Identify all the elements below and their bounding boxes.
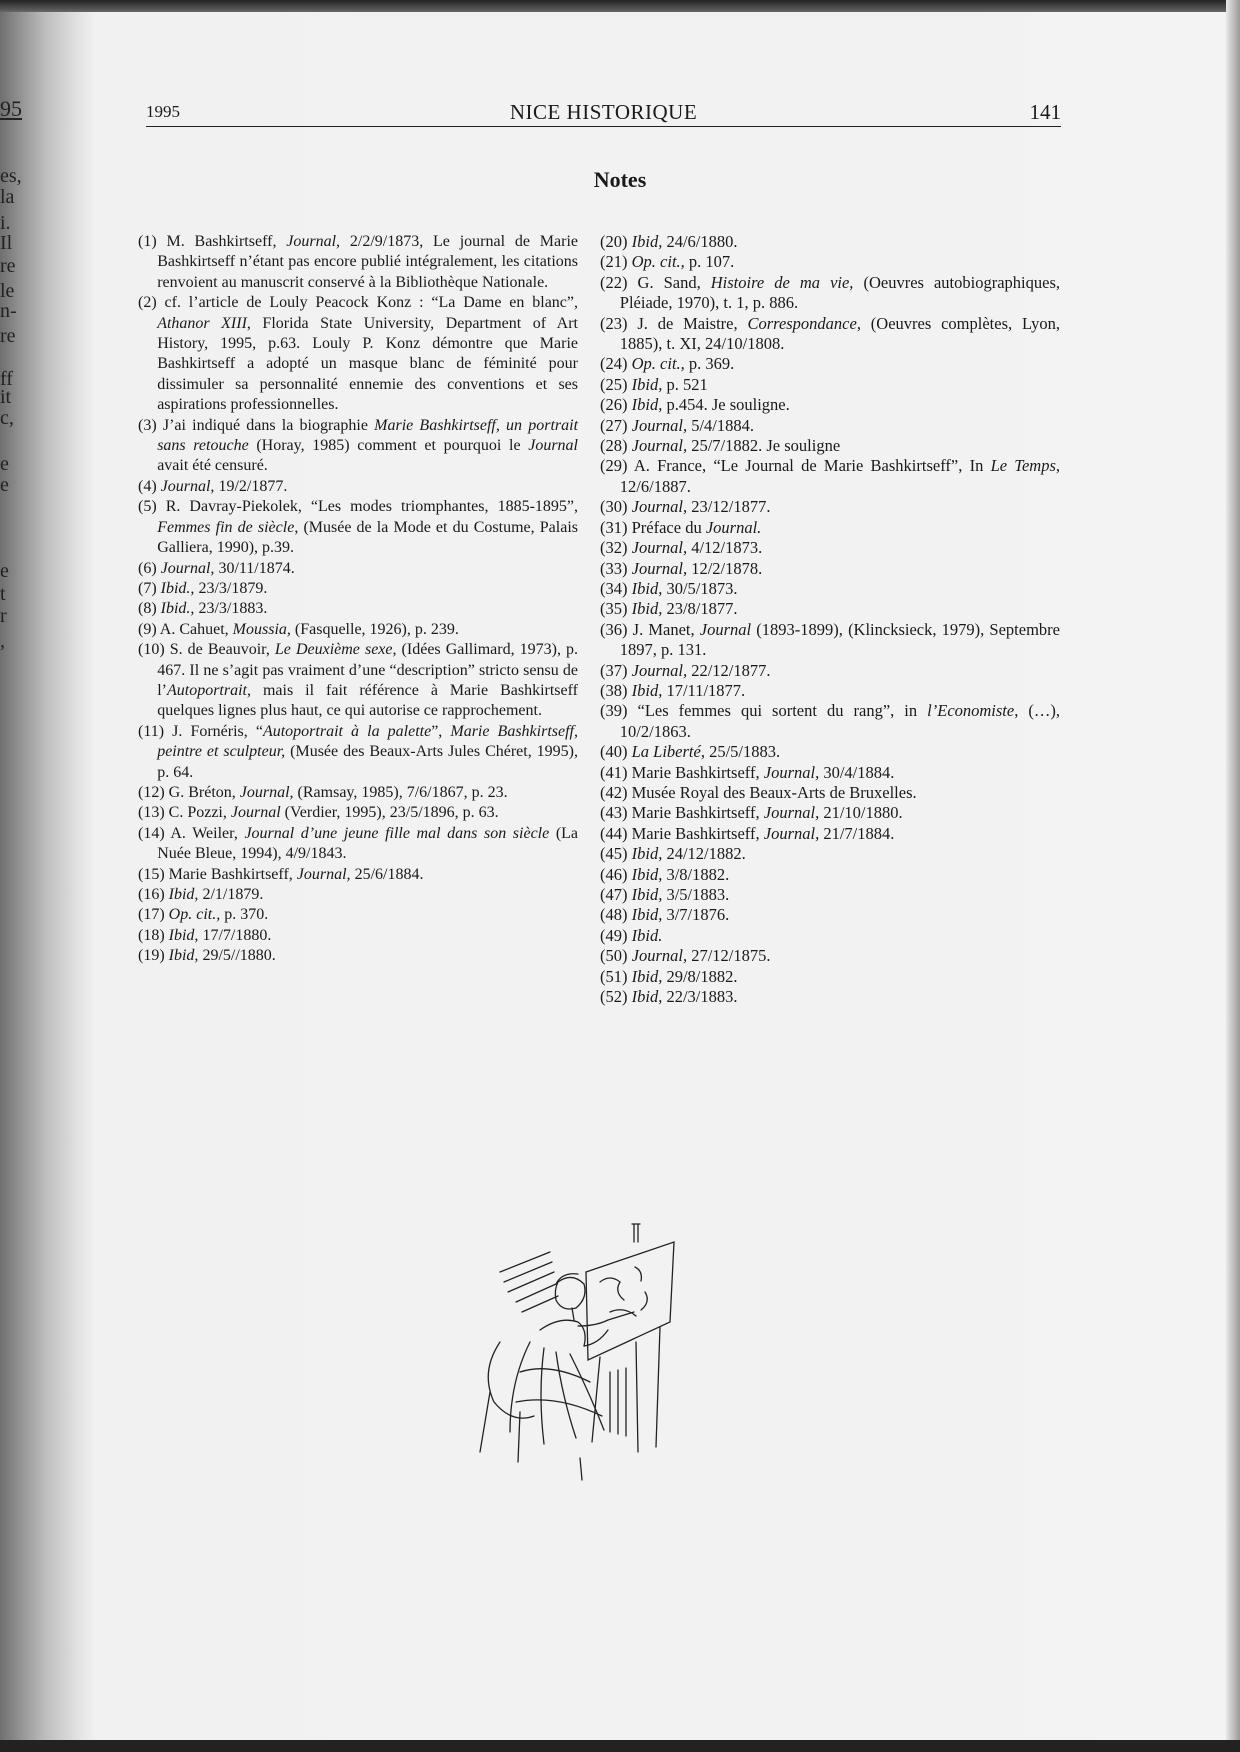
note-item: (4) Journal, 19/2/1877. [138, 477, 288, 495]
previous-page-fragment: i. [0, 212, 11, 234]
note-item: (47) Ibid, 3/5/1883. [600, 885, 730, 904]
previous-page-fragment: re [0, 255, 16, 277]
notes-heading: Notes [593, 167, 647, 192]
note-item: (49) Ibid. [600, 925, 663, 945]
notes-column-left [138, 232, 578, 967]
note-item: (31) Préface du Journal. [600, 517, 762, 537]
note-item: (3) J’ai indiqué dans la biographie Marie Bashkirtseff, un portrait sans retouche (Horay, 1985) comment et pourquoi le Journal avait été censuré. [138, 416, 579, 475]
note-item: (43) Marie Bashkirtseff, Journal, 21/10/1880. [600, 803, 903, 823]
previous-page-fragment: t [0, 583, 6, 605]
previous-page-number: 95 [0, 96, 22, 121]
note-item: (25) Ibid, p. 521 [600, 374, 708, 394]
note-item: (19) Ibid, 29/5//1880. [138, 947, 276, 965]
note-item: (39) “Les femmes qui sortent du rang”, in l’Economiste, (…), 10/2/1863. [600, 701, 1060, 741]
note-item: (18) Ibid, 17/7/1880. [138, 926, 272, 944]
artist-at-easel-illustration [460, 1222, 720, 1482]
note-item: (17) Op. cit., p. 370. [138, 906, 269, 924]
note-item: (8) Ibid., 23/3/1883. [138, 600, 268, 618]
note-item: (32) Journal, 4/12/1873. [600, 538, 763, 558]
note-item: (22) G. Sand, Histoire de ma vie, (Oeuvres autobiographiques, Pléiade, 1970), t. 1, p. 886. [600, 272, 1060, 313]
previous-page-fragment: c, [0, 407, 14, 429]
note-item: (13) C. Pozzi, Journal (Verdier, 1995), 23/5/1896, p. 63. [138, 804, 499, 822]
note-item: (45) Ibid, 24/12/1882. [600, 844, 746, 864]
previous-page-edge [0, 0, 40, 1752]
note-item: (20) Ibid, 24/6/1880. [600, 232, 738, 251]
previous-page-fragment: Il [0, 232, 13, 254]
note-item: (7) Ibid., 23/3/1879. [138, 579, 268, 597]
previous-page-fragment: n- [0, 300, 17, 322]
note-item: (50) Journal, 27/12/1875. [600, 946, 771, 966]
note-item: (6) Journal, 30/11/1874. [138, 559, 295, 577]
previous-page-fragment: it [0, 386, 12, 408]
previous-page-fragment: re [0, 325, 16, 347]
running-header [146, 100, 1061, 127]
scan-right-edge [1226, 0, 1240, 1752]
scan-top-edge [0, 0, 1240, 12]
note-item: (27) Journal, 5/4/1884. [600, 415, 755, 435]
previous-page-fragment: , [0, 630, 5, 652]
previous-page-fragment: r [0, 605, 7, 627]
note-item: (24) Op. cit., p. 369. [600, 354, 735, 374]
note-item: (10) S. de Beauvoir, Le Deuxième sexe, (Idées Gallimard, 1973), p. 467. Il ne s’agit pas vraiment d’une “description” stricto sensu de l’Autoportrait, mais il fait référence à Marie Bashkirtseff quelques lignes plus haut, ce qui autorise ce rapprochement. [138, 641, 578, 720]
note-item: (16) Ibid, 2/1/1879. [138, 886, 264, 903]
note-item: (1) M. Bashkirtseff, Journal, 2/2/9/1873, Le journal de Marie Bashkirtseff n’étant pas encore publié intégralement, les citations renvoient au manuscrit conservé à la Bibliothèque Nationale. [138, 233, 578, 291]
note-item: (12) G. Bréton, Journal, (Ramsay, 1985), 7/6/1867, p. 23. [138, 783, 508, 801]
note-item: (40) La Liberté, 25/5/1883. [600, 742, 781, 762]
previous-page-fragment: le [0, 280, 15, 302]
header-page-number: 141 [1029, 100, 1061, 124]
note-item: (30) Journal, 23/12/1877. [600, 497, 771, 517]
scan-bottom-edge [0, 1740, 1240, 1752]
note-item: (15) Marie Bashkirtseff, Journal, 25/6/1884. [138, 865, 424, 883]
note-item: (26) Ibid, p.454. Je souligne. [600, 395, 790, 415]
previous-page-fragment: ff [0, 368, 13, 390]
header-year: 1995 [146, 102, 180, 121]
previous-page-fragment: e [0, 560, 9, 582]
note-item: (36) J. Manet, Journal (1893-1899), (Klincksieck, 1979), Septembre 1897, p. 131. [600, 619, 1060, 660]
header-journal-title: NICE HISTORIQUE [509, 100, 698, 124]
previous-page-fragment: la [0, 186, 15, 208]
note-item: (29) A. France, “Le Journal de Marie Bashkirtseff”, In Le Temps, 12/6/1887. [600, 456, 1060, 496]
note-item: (21) Op. cit., p. 107. [600, 252, 735, 272]
note-item: (35) Ibid, 23/8/1877. [600, 599, 738, 619]
note-item: (23) J. de Maistre, Correspondance, (Oeuvres complètes, Lyon, 1885), t. XI, 24/10/1808. [600, 313, 1060, 354]
note-item: (28) Journal, 25/7/1882. Je souligne [600, 436, 841, 456]
note-item: (34) Ibid, 30/5/1873. [600, 578, 738, 598]
previous-page-fragment: es, [0, 165, 22, 187]
note-item: (37) Journal, 22/12/1877. [600, 660, 771, 680]
note-item: (52) Ibid, 22/3/1883. [600, 987, 738, 1007]
note-item: (44) Marie Bashkirtseff, Journal, 21/7/1884. [600, 823, 895, 843]
previous-page-fragment: e [0, 474, 9, 496]
note-item: (9) A. Cahuet, Moussia, (Fasquelle, 1926), p. 239. [138, 620, 459, 638]
note-item: (33) Journal, 12/2/1878. [600, 558, 763, 578]
note-item: (46) Ibid, 3/8/1882. [600, 864, 730, 884]
notes-column-right [600, 232, 1060, 1007]
note-item: (5) R. Davray-Piekolek, “Les modes triomphantes, 1885-1895”, Femmes fin de siècle, (Musée de la Mode et du Costume, Palais Galliera, 1990), p.39. [138, 498, 578, 557]
previous-page-fragment: e [0, 453, 9, 475]
note-item: (11) J. Fornéris, “Autoportrait à la palette”, Marie Bashkirtseff, peintre et sculpteur, (Musée des Beaux-Arts Jules Chéret, 1995), p. 64. [138, 722, 579, 781]
note-item: (48) Ibid, 3/7/1876. [600, 905, 730, 925]
note-item: (38) Ibid, 17/11/1877. [600, 680, 746, 700]
note-item: (2) cf. l’article de Louly Peacock Konz : “La Dame en blanc”, Athanor XIII, Florida State University, Department of Art History, 1995, p.63. Louly P. Konz démontre que Marie Bashkirtseff a adopté un masque blanc de féminité pour dissimuler sa personnalité ennemie des conventions et ses aspirations professionnelles. [138, 294, 579, 414]
note-item: (42) Musée Royal des Beaux-Arts de Bruxelles. [600, 782, 917, 802]
note-item: (51) Ibid, 29/8/1882. [600, 966, 738, 986]
note-item: (14) A. Weiler, Journal d’une jeune fille mal dans son siècle (La Nuée Bleue, 1994), 4/9/1843. [138, 824, 579, 863]
note-item: (41) Marie Bashkirtseff, Journal, 30/4/1884. [600, 762, 895, 782]
